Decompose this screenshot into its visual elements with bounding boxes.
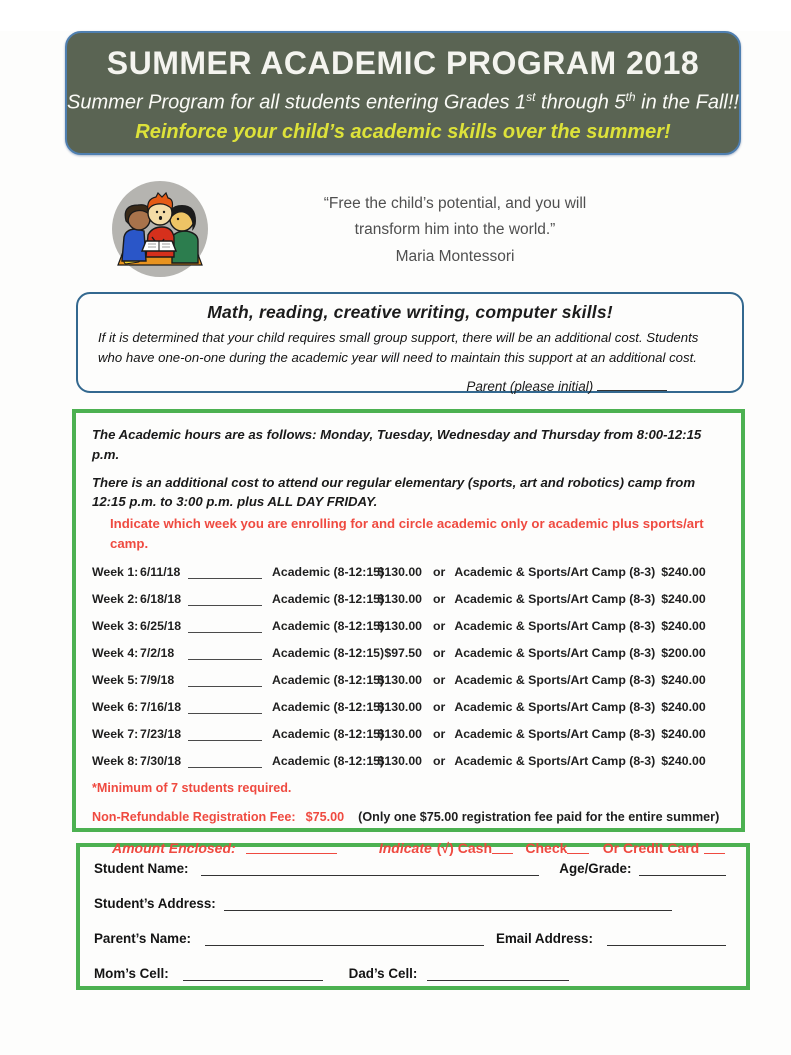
cell-phones-row	[94, 965, 726, 983]
camp-option: Academic & Sports/Art Camp (8-3)	[454, 591, 656, 606]
credit-card-label: Or Credit Card	[602, 839, 700, 856]
academic-option: Academic (8-12:15)	[272, 726, 385, 741]
week-row-1	[92, 564, 725, 581]
camp-price: $240.00	[661, 699, 706, 714]
week-label: Week 3:	[92, 618, 139, 633]
academic-option: Academic (8-12:15)	[272, 618, 385, 633]
quote-section	[108, 179, 791, 283]
academic-hours-text: The Academic hours are as follows: Monday, Tuesday, Wednesday and Thursday from 8:00-12:15 p.m.	[92, 427, 702, 462]
week-row-4	[92, 645, 725, 662]
week-enroll-blank	[188, 701, 262, 714]
check-blank	[567, 841, 588, 854]
subtitle-text: in the Fall!!	[635, 91, 739, 114]
academic-option: Academic (8-12:15)	[272, 591, 385, 606]
week-enroll-blank	[188, 674, 262, 687]
banner-tagline: Reinforce your child’s academic skills over the summer!	[135, 120, 671, 143]
camp-price: $240.00	[661, 591, 706, 606]
student-address-blank	[224, 898, 672, 911]
header-banner	[65, 31, 741, 155]
support-cost-text: If it is determined that your child requires small group support, there will be an additional cost. Students who have one-on-one during the academic year will need to maintain this support at an additional cost.	[98, 330, 699, 366]
academic-option: Academic (8-12:15)	[272, 753, 385, 768]
academic-price: $97.50	[384, 645, 422, 660]
student-address-row	[94, 895, 726, 913]
week-label: Week 4:	[92, 645, 139, 660]
camp-option: Academic & Sports/Art Camp (8-3)	[454, 672, 656, 687]
enrollment-instruction: Indicate which week you are enrolling for and circle academic only or academic plus sports/art camp.	[110, 516, 704, 551]
dad-cell-blank	[427, 968, 569, 981]
week-row-8	[92, 753, 725, 770]
checkmark-symbol: (√)	[436, 839, 454, 856]
academic-option: Academic (8-12:15)	[272, 672, 385, 687]
cash-blank	[492, 841, 513, 854]
quote-line-2: transform him into the world.”	[354, 221, 556, 239]
week-enroll-blank	[188, 647, 262, 660]
camp-price: $240.00	[661, 564, 706, 579]
or-label: or	[433, 672, 446, 687]
or-label: or	[433, 726, 446, 741]
skills-title: Math, reading, creative writing, computer skills!	[207, 302, 613, 322]
student-name-label: Student Name:	[94, 861, 189, 876]
or-label: or	[433, 564, 446, 579]
age-grade-blank	[639, 863, 726, 876]
page-title: SUMMER ACADEMIC PROGRAM 2018	[106, 45, 700, 81]
week-row-6	[92, 699, 725, 716]
week-date: 7/9/18	[140, 672, 175, 687]
camp-option: Academic & Sports/Art Camp (8-3)	[454, 753, 656, 768]
week-date: 7/30/18	[140, 753, 182, 768]
scanned-flyer-page	[0, 31, 791, 1055]
registration-fee-line	[92, 809, 725, 826]
camp-price: $200.00	[661, 645, 706, 660]
academic-price: $130.00	[377, 618, 422, 633]
parent-initial-line	[98, 378, 722, 394]
subtitle-superscript: th	[625, 90, 636, 105]
academic-price: $130.00	[377, 591, 422, 606]
week-date: 6/18/18	[140, 591, 182, 606]
parent-name-row	[94, 930, 726, 948]
skills-info-box	[76, 292, 744, 393]
week-row-2	[92, 591, 725, 608]
week-date: 7/16/18	[140, 699, 182, 714]
camp-cost-text: There is an additional cost to attend our regular elementary (sports, art and robotics) camp from 12:15 p.m. to 3:00 p.m. plus ALL DAY FRIDAY.	[92, 474, 696, 510]
fee-label: Non-Refundable Registration Fee:	[92, 809, 296, 824]
camp-option: Academic & Sports/Art Camp (8-3)	[454, 699, 656, 714]
camp-option: Academic & Sports/Art Camp (8-3)	[454, 645, 656, 660]
mom-cell-blank	[183, 968, 323, 981]
mom-cell-label: Mom’s Cell:	[94, 966, 169, 981]
week-date: 6/25/18	[140, 618, 182, 633]
credit-card-blank	[704, 841, 725, 854]
week-date: 7/23/18	[140, 726, 182, 741]
week-date: 7/2/18	[140, 645, 175, 660]
academic-price: $130.00	[377, 726, 422, 741]
week-row-3	[92, 618, 725, 635]
academic-option: Academic (8-12:15)	[272, 645, 385, 660]
camp-price: $240.00	[661, 726, 706, 741]
quote-line-1: “Free the child’s potential, and you will	[323, 195, 587, 212]
dad-cell-label: Dad’s Cell:	[348, 966, 418, 981]
amount-enclosed-blank	[246, 841, 337, 854]
camp-option: Academic & Sports/Art Camp (8-3)	[454, 564, 656, 579]
children-reading-clipart-svg	[108, 179, 212, 283]
camp-option: Academic & Sports/Art Camp (8-3)	[454, 618, 656, 633]
student-info-box	[76, 843, 750, 990]
email-address-label: Email Address:	[495, 931, 593, 946]
fee-note: (Only one $75.00 registration fee paid for the entire summer)	[358, 809, 720, 824]
camp-price: $240.00	[661, 618, 706, 633]
week-row-7	[92, 726, 725, 743]
week-label: Week 6:	[92, 699, 139, 714]
week-enroll-blank	[188, 620, 262, 633]
week-date: 6/11/18	[140, 564, 181, 579]
fee-amount: $75.00	[305, 809, 345, 824]
week-enroll-blank	[188, 593, 262, 606]
or-label: or	[433, 753, 446, 768]
week-label: Week 5:	[92, 672, 139, 687]
or-label: or	[433, 699, 446, 714]
montessori-quote	[290, 191, 620, 270]
or-label: or	[433, 645, 446, 660]
subtitle-superscript: st	[526, 90, 536, 105]
student-name-row	[94, 860, 726, 878]
amount-enclosed-label: Amount Enclosed:	[112, 839, 236, 856]
or-label: or	[433, 591, 446, 606]
week-enroll-blank	[188, 566, 262, 579]
student-address-label: Student’s Address:	[94, 896, 216, 911]
cash-label: Cash	[457, 839, 493, 856]
payment-row	[112, 840, 725, 856]
quote-attribution: Maria Montessori	[395, 247, 515, 265]
banner-subtitle	[67, 90, 739, 115]
week-enroll-blank	[188, 728, 262, 741]
student-name-blank	[201, 863, 540, 876]
academic-price: $130.00	[377, 753, 422, 768]
check-label: Check	[525, 839, 568, 856]
academic-option: Academic (8-12:15)	[272, 699, 385, 714]
week-label: Week 1:	[92, 564, 139, 579]
academic-price: $130.00	[377, 699, 422, 714]
parent-name-label: Parent’s Name:	[94, 931, 191, 946]
academic-price: $130.00	[377, 672, 422, 687]
email-address-blank	[607, 933, 726, 946]
parent-name-blank	[205, 933, 484, 946]
parent-initial-blank	[597, 378, 667, 391]
indicate-label: Indicate	[378, 839, 432, 856]
camp-price: $240.00	[661, 672, 706, 687]
week-label: Week 7:	[92, 726, 139, 741]
academic-option: Academic (8-12:15)	[272, 564, 385, 579]
academic-price: $130.00	[377, 564, 422, 579]
camp-price: $240.00	[661, 753, 706, 768]
week-label: Week 8:	[92, 753, 139, 768]
age-grade-label: Age/Grade:	[559, 861, 632, 876]
week-row-5	[92, 672, 725, 689]
minimum-students-note: *Minimum of 7 students required.	[92, 780, 292, 795]
week-enroll-blank	[188, 755, 262, 768]
week-label: Week 2:	[92, 591, 139, 606]
subtitle-text: Summer Program for all students entering Grades 1	[67, 91, 527, 114]
subtitle-text: through 5	[535, 91, 626, 114]
enrollment-box	[72, 409, 745, 856]
parent-initial-label: Parent (please initial)	[466, 378, 594, 394]
children-reading-illustration	[108, 179, 212, 283]
camp-option: Academic & Sports/Art Camp (8-3)	[454, 726, 656, 741]
or-label: or	[433, 618, 446, 633]
